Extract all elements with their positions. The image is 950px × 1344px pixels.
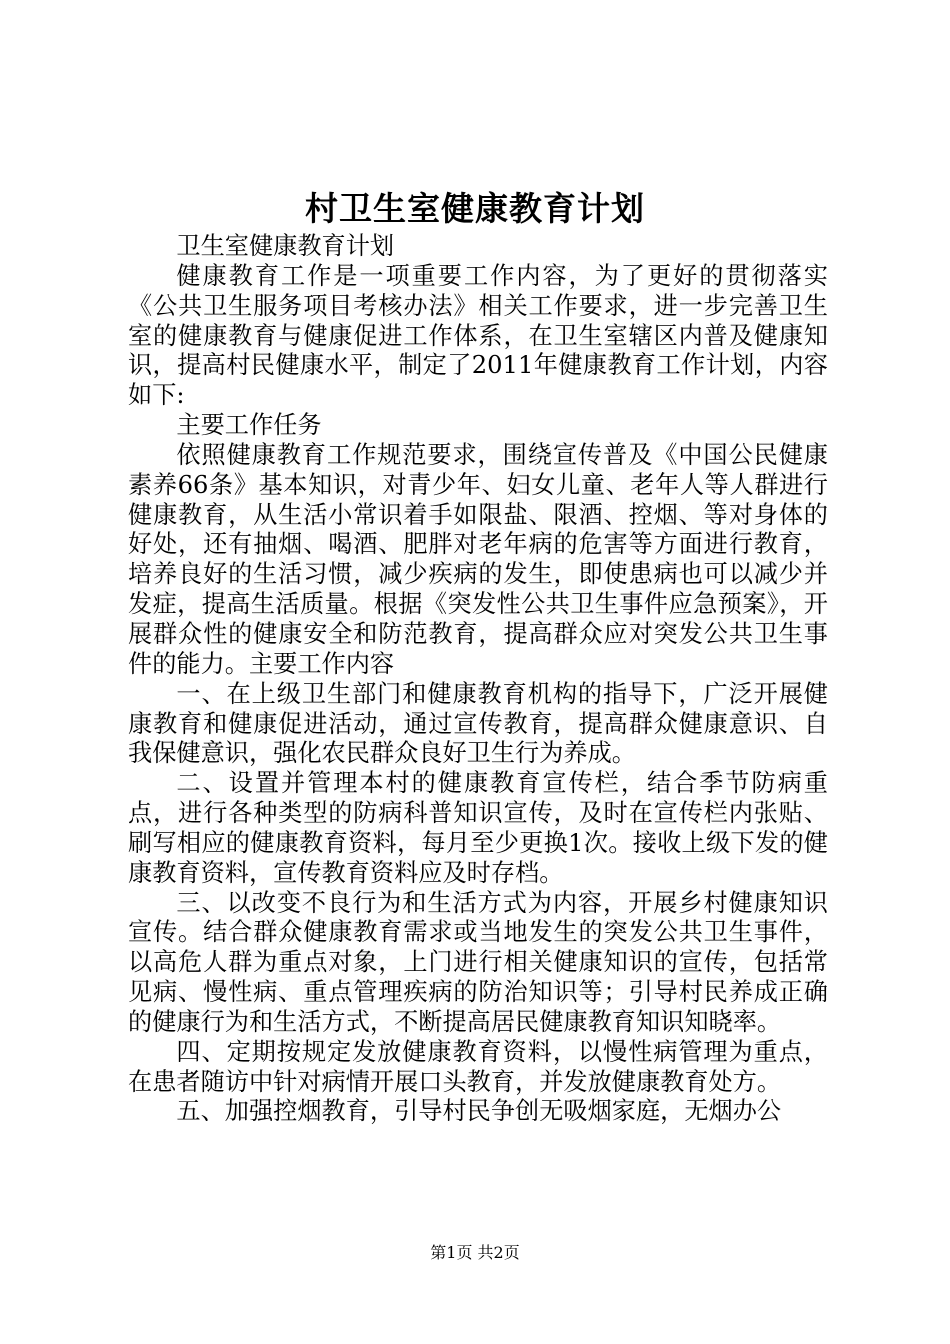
paragraph-item-1: 一、在上级卫生部门和健康教育机构的指导下，广泛开展健康教育和健康促进活动，通过宣传教育，提高群众健康意识、自我保健意识，强化农民群众良好卫生行为养成。 <box>128 679 828 768</box>
paragraph-item-3: 三、以改变不良行为和生活方式为内容，开展乡村健康知识宣传。结合群众健康教育需求或当地发生的突发公共卫生事件，以高危人群为重点对象，上门进行相关健康知识的宣传，包括常见病、慢性病、重点管理疾病的防治知识等；引导村民养成正确的健康行为和生活方式，不断提高居民健康教育知识知晓率。 <box>128 888 828 1036</box>
paragraph-item-5: 五、加强控烟教育，引导村民争创无吸烟家庭，无烟办公 <box>176 1097 782 1126</box>
paragraph-item-4: 四、定期按规定发放健康教育资料，以慢性病管理为重点，在患者随访中针对病情开展口头教育，并发放健康教育处方。 <box>128 1037 828 1096</box>
paragraph-intro: 健康教育工作是一项重要工作内容，为了更好的贯彻落实《公共卫生服务项目考核办法》相关工作要求，进一步完善卫生室的健康教育与健康促进工作体系，在卫生室辖区内普及健康知识，提高村民健康水平，制定了2011年健康教育工作计划，内容如下: <box>128 261 828 410</box>
paragraph-tasks: 依照健康教育工作规范要求，围绕宣传普及《中国公民健康素养66条》基本知识，对青少年、妇女儿童、老年人等人群进行健康教育，从生活小常识着手如限盐、限酒、控烟、等对身体的好处，还有抽烟、喝酒、肥胖对老年病的危害等方面进行教育，培养良好的生活习惯，减少疾病的发生，即使患病也可以减少并发症，提高生活质量。根据《突发性公共卫生事件应急预案》，开展群众性的健康安全和防范教育，提高群众应对突发公共卫生事件的能力。主要工作内容 <box>128 440 828 678</box>
paragraph-item-2: 二、设置并管理本村的健康教育宣传栏，结合季节防病重点，进行各种类型的防病科普知识宣传，及时在宣传栏内张贴、刷写相应的健康教育资料，每月至少更换1次。接收上级下发的健康教育资料，宣传教育资料应及时存档。 <box>128 769 828 887</box>
document-body <box>128 232 828 1127</box>
page-number: 第1页 共2页 <box>430 1243 520 1262</box>
paragraph-heading-tasks: 主要工作任务 <box>176 411 322 440</box>
document-title: 村卫生室健康教育计划 <box>305 189 645 228</box>
paragraph-subtitle: 卫生室健康教育计划 <box>176 232 395 260</box>
